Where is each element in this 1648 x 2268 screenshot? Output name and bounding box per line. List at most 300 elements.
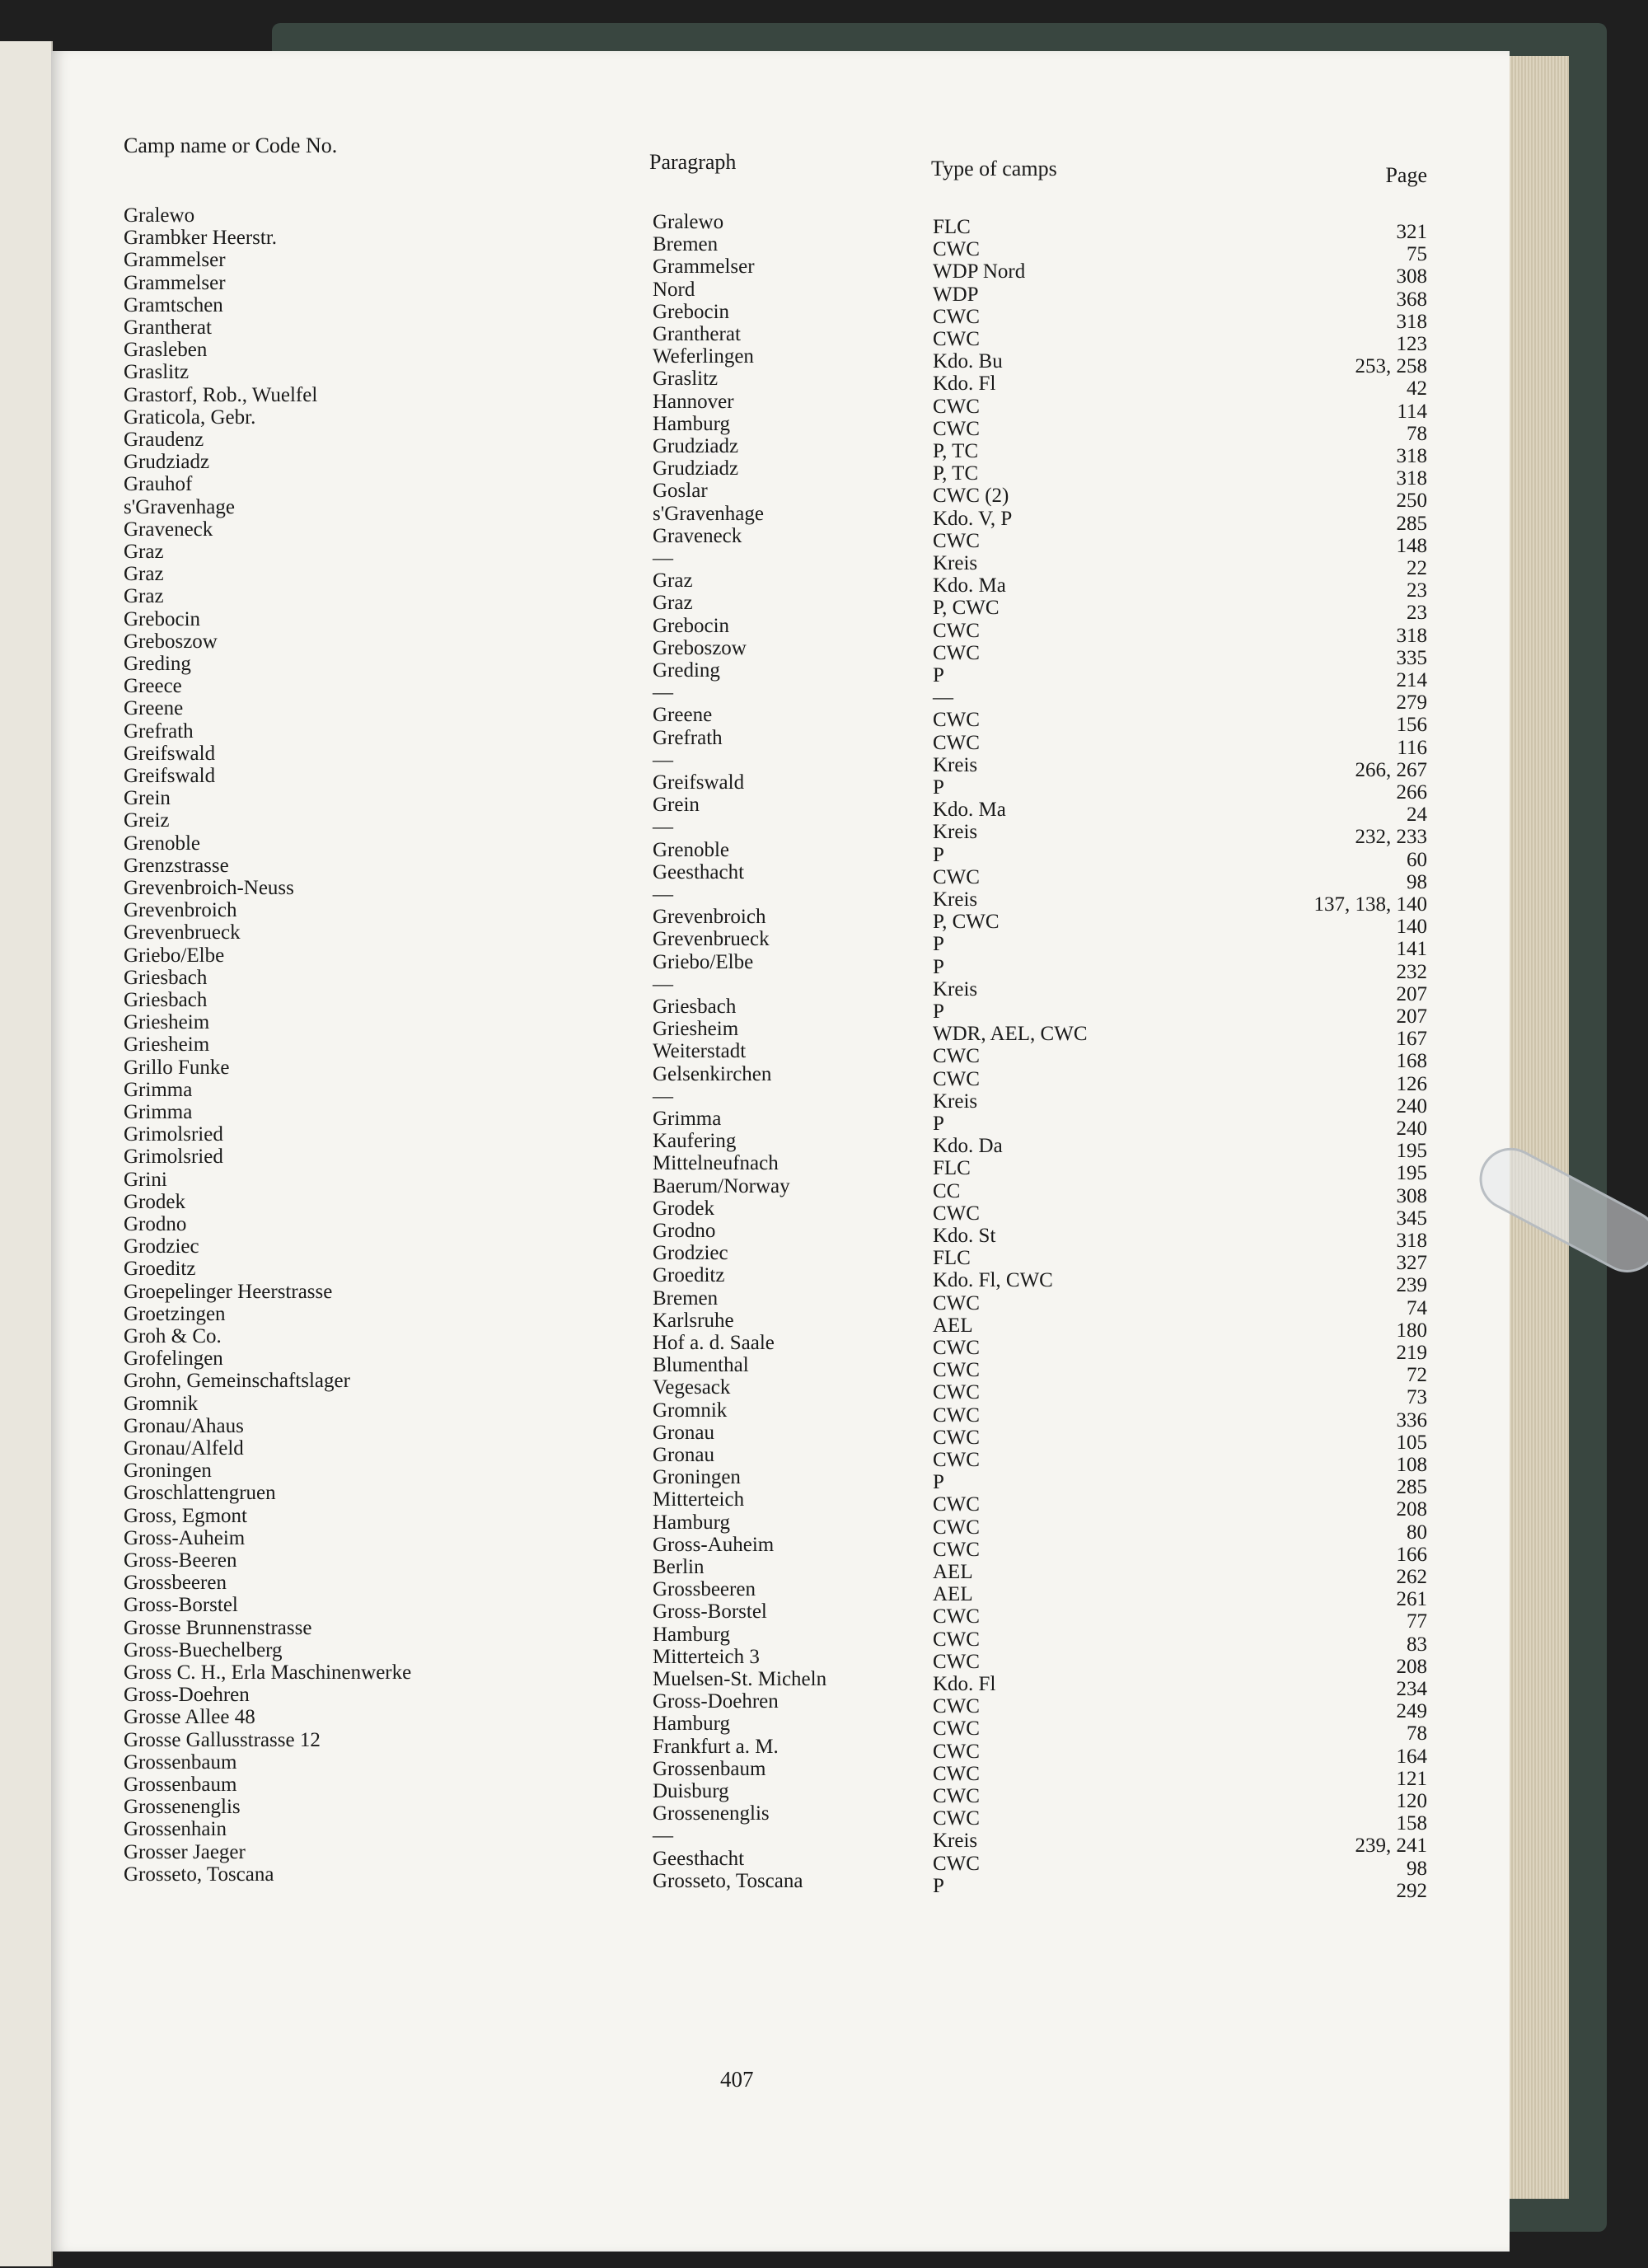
paragraph-cell: —: [653, 883, 673, 906]
camp-name-cell: Gross, Egmont: [124, 1504, 247, 1527]
paragraph-cell: Mitterteich: [653, 1488, 745, 1511]
type-cell: CWC: [933, 305, 980, 328]
paragraph-cell: Gross-Borstel: [653, 1600, 767, 1624]
page-cell: 219: [1396, 1342, 1427, 1364]
document-page: [51, 51, 1510, 2252]
table-row: [51, 429, 1510, 467]
page-cell: 239, 241: [1355, 1835, 1427, 1858]
paragraph-cell: Hamburg: [653, 1713, 730, 1736]
type-cell: Kreis: [933, 753, 978, 776]
page-cell: 123: [1396, 333, 1427, 355]
camp-name-cell: Groeditz: [124, 1258, 196, 1281]
type-cell: Kdo. Fl: [933, 1673, 996, 1695]
camp-name-cell: Grantherat: [124, 316, 212, 339]
camp-name-cell: Grimolsried: [124, 1123, 223, 1146]
paragraph-cell: —: [653, 1085, 673, 1108]
paragraph-cell: Grossbeeren: [653, 1578, 756, 1601]
camp-name-cell: Grosse Brunnenstrasse: [124, 1616, 312, 1639]
type-cell: CWC: [933, 1381, 980, 1404]
camp-name-cell: Grein: [124, 787, 171, 810]
camp-name-cell: Greiz: [124, 809, 170, 832]
paragraph-cell: Kaufering: [653, 1130, 737, 1153]
paragraph-cell: Gelsenkirchen: [653, 1062, 772, 1085]
camp-name-cell: Grastorf, Rob., Wuelfel: [124, 383, 318, 406]
table-row: [51, 1549, 1510, 1588]
type-cell: Kdo. Da: [933, 1135, 1003, 1158]
table-row: [51, 1750, 1510, 1790]
camp-name-cell: Griebo/Elbe: [124, 944, 225, 967]
camp-name-cell: Grossenhain: [124, 1818, 227, 1841]
page-cell: 77: [1407, 1610, 1427, 1633]
page-cell: 292: [1396, 1879, 1427, 1902]
paragraph-cell: Hof a. d. Saale: [653, 1332, 775, 1354]
type-cell: CWC: [933, 1516, 980, 1539]
type-cell: P, CWC: [933, 911, 1000, 934]
camp-name-cell: Grammelser: [124, 271, 226, 294]
page-cell: 318: [1396, 445, 1427, 467]
type-cell: FLC: [933, 1247, 971, 1270]
camp-name-cell: Grosseto, Toscana: [124, 1863, 274, 1886]
paragraph-cell: Bremen: [653, 233, 719, 256]
page-cell: 168: [1396, 1050, 1427, 1073]
paragraph-cell: —: [653, 547, 673, 569]
page-cell: 78: [1407, 1722, 1427, 1746]
paragraph-cell: Nord: [653, 278, 695, 301]
paragraph-cell: Gronau: [653, 1444, 714, 1466]
type-cell: P: [933, 1874, 944, 1897]
type-cell: CWC: [933, 1359, 980, 1382]
paragraph-cell: Grebocin: [653, 614, 730, 637]
type-cell: CWC: [933, 731, 980, 754]
camp-name-cell: Griesheim: [124, 1011, 210, 1034]
page-cell: 335: [1396, 646, 1427, 669]
header-type-of-camps: Type of camps: [931, 157, 1057, 180]
page-cell: 80: [1407, 1521, 1427, 1544]
camp-name-cell: Gralewo: [124, 204, 195, 227]
paragraph-cell: Duisburg: [653, 1780, 729, 1802]
page-cell: 368: [1396, 288, 1427, 311]
page-cell: 327: [1396, 1252, 1427, 1275]
type-cell: AEL: [933, 1314, 973, 1337]
camp-name-cell: Grebocin: [124, 607, 201, 630]
type-cell: CWC: [933, 1403, 980, 1427]
page-cell: 249: [1396, 1700, 1427, 1723]
page-cell: 318: [1396, 1230, 1427, 1252]
type-cell: FLC: [933, 1157, 971, 1180]
type-cell: Kdo. V, P: [933, 507, 1013, 530]
type-cell: CWC: [933, 1762, 980, 1785]
page-cell: 166: [1396, 1543, 1427, 1566]
page-cell: 285: [1396, 1476, 1427, 1499]
paragraph-cell: Hamburg: [653, 1623, 730, 1646]
paragraph-cell: Hannover: [653, 390, 734, 413]
camp-name-cell: Grosse Allee 48: [124, 1706, 255, 1729]
page-cell: 208: [1396, 1498, 1427, 1521]
type-cell: Kreis: [933, 1830, 978, 1853]
camp-name-cell: Grofelingen: [124, 1347, 223, 1371]
page-cell: 126: [1396, 1072, 1427, 1095]
camp-name-cell: Grammelser: [124, 249, 226, 272]
paragraph-cell: —: [653, 748, 673, 771]
camp-name-cell: Grossenbaum: [124, 1774, 237, 1796]
paragraph-cell: —: [653, 972, 673, 996]
type-cell: CWC: [933, 1449, 980, 1471]
page-cell: 180: [1396, 1319, 1427, 1342]
paragraph-cell: Hamburg: [653, 412, 730, 435]
type-cell: P: [933, 843, 944, 866]
camp-name-cell: Greece: [124, 675, 182, 698]
table-row: [51, 966, 1510, 1005]
paragraph-cell: Bremen: [653, 1286, 719, 1310]
paragraph-cell: Groningen: [653, 1466, 741, 1489]
page-cell: 141: [1396, 938, 1427, 961]
camp-name-cell: Grasleben: [124, 339, 208, 362]
camp-name-cell: Grevenbrueck: [124, 921, 241, 944]
camp-name-cell: Groningen: [124, 1460, 212, 1483]
camp-name-cell: Grenoble: [124, 832, 201, 855]
type-cell: P, TC: [933, 462, 979, 485]
paragraph-cell: Graslitz: [653, 368, 719, 391]
paragraph-cell: Grebocin: [653, 300, 730, 323]
paragraph-cell: Greene: [653, 704, 713, 727]
paragraph-cell: Hamburg: [653, 1511, 730, 1534]
table-row: [51, 1123, 1510, 1163]
type-cell: CWC: [933, 395, 980, 418]
paragraph-cell: Grammelser: [653, 255, 755, 279]
type-cell: Kreis: [933, 821, 978, 844]
camp-name-cell: Graslitz: [124, 361, 190, 384]
page-cell: 72: [1407, 1364, 1427, 1387]
camp-name-cell: Grohn, Gemeinschaftslager: [124, 1370, 350, 1393]
paragraph-cell: Geesthacht: [653, 1847, 745, 1870]
paragraph-cell: —: [653, 682, 673, 705]
page-cell: 60: [1407, 848, 1427, 871]
camp-name-cell: Groetzingen: [124, 1302, 226, 1325]
type-cell: Kreis: [933, 888, 978, 911]
type-cell: WDP: [933, 283, 979, 306]
camp-name-cell: Grevenbroich: [124, 899, 237, 922]
page-cell: 336: [1396, 1408, 1427, 1432]
camp-name-cell: Graz: [124, 563, 164, 586]
type-cell: P: [933, 933, 944, 956]
camp-name-cell: Grossbeeren: [124, 1572, 227, 1595]
paragraph-cell: Greding: [653, 659, 720, 682]
paragraph-cell: Graz: [653, 592, 693, 615]
table-row: [51, 563, 1510, 602]
page-cell: 345: [1396, 1207, 1427, 1230]
camp-name-cell: Griesbach: [124, 989, 208, 1011]
type-cell: Kdo. Bu: [933, 350, 1003, 373]
paragraph-cell: Graveneck: [653, 524, 742, 547]
header-camp-name: Camp name or Code No.: [124, 134, 338, 157]
paragraph-cell: Goslar: [653, 480, 708, 503]
page-cell: 207: [1396, 1005, 1427, 1028]
camp-name-cell: Graz: [124, 541, 164, 563]
paragraph-cell: Gross-Auheim: [653, 1533, 775, 1556]
type-cell: CWC: [933, 1807, 980, 1830]
page-cell: 308: [1396, 1184, 1427, 1207]
paragraph-cell: Mittelneufnach: [653, 1152, 779, 1175]
page-cell: 266, 267: [1355, 758, 1427, 781]
type-cell: —: [933, 686, 953, 710]
paragraph-cell: Blumenthal: [653, 1354, 749, 1377]
page-cell: 308: [1396, 265, 1427, 288]
camp-name-cell: Gross-Buechelberg: [124, 1638, 283, 1661]
table-row: [51, 541, 1510, 579]
page-cell: 108: [1396, 1454, 1427, 1476]
page-cell: 23: [1407, 579, 1427, 602]
paragraph-cell: Griesbach: [653, 996, 737, 1018]
camp-name-cell: Gross C. H., Erla Maschinenwerke: [124, 1661, 412, 1684]
paragraph-cell: Weiterstadt: [653, 1040, 747, 1063]
page-cell: 208: [1396, 1655, 1427, 1678]
camp-name-cell: Grefrath: [124, 719, 194, 743]
camp-name-cell: Gross-Auheim: [124, 1526, 246, 1549]
page-cell: 207: [1396, 982, 1427, 1005]
type-cell: Kreis: [933, 1089, 978, 1113]
page-cell: 232, 233: [1355, 826, 1427, 849]
page-cell: 250: [1396, 490, 1427, 513]
paragraph-cell: Geesthacht: [653, 860, 745, 883]
type-cell: CWC: [933, 1538, 980, 1561]
camp-name-cell: Grini: [124, 1168, 167, 1191]
type-cell: AEL: [933, 1583, 973, 1606]
page-edges: [1510, 56, 1569, 2199]
page-cell: 279: [1396, 691, 1427, 715]
type-cell: CWC: [933, 1605, 980, 1628]
page-cell: 83: [1407, 1633, 1427, 1656]
camp-name-cell: Gross-Doehren: [124, 1684, 250, 1707]
type-cell: P: [933, 776, 944, 799]
camp-name-cell: Greifswald: [124, 742, 216, 765]
paragraph-cell: Berlin: [653, 1556, 705, 1578]
page-cell: 105: [1396, 1431, 1427, 1454]
page-cell: 137, 138, 140: [1313, 893, 1427, 916]
page-cell: 140: [1396, 916, 1427, 939]
type-cell: CWC: [933, 238, 980, 261]
type-cell: CWC (2): [933, 485, 1009, 508]
facing-page-edge: [0, 41, 53, 2266]
paragraph-cell: Gronau: [653, 1421, 714, 1444]
page-cell: 214: [1396, 669, 1427, 691]
camp-name-cell: Greifswald: [124, 765, 216, 787]
camp-name-cell: Graveneck: [124, 518, 213, 541]
page-cell: 285: [1396, 512, 1427, 535]
type-cell: Kdo. Ma: [933, 799, 1006, 822]
type-cell: CWC: [933, 1202, 980, 1225]
paragraph-cell: Gromnik: [653, 1399, 728, 1422]
page-cell: 261: [1396, 1588, 1427, 1611]
page-cell: 98: [1407, 870, 1427, 893]
page-cell: 78: [1407, 422, 1427, 445]
page-cell: 75: [1407, 243, 1427, 266]
type-cell: CC: [933, 1179, 961, 1202]
table-row: [51, 877, 1510, 916]
table-row: [51, 249, 1510, 288]
page-cell: 121: [1396, 1767, 1427, 1790]
camp-name-cell: Grodek: [124, 1190, 185, 1213]
camp-name-cell: Groschlattengruen: [124, 1482, 276, 1505]
page-cell: 240: [1396, 1118, 1427, 1140]
type-cell: P, TC: [933, 440, 979, 462]
type-cell: WDR, AEL, CWC: [933, 1023, 1088, 1046]
camp-name-cell: Grodziec: [124, 1235, 199, 1258]
type-cell: Kdo. St: [933, 1225, 996, 1247]
paragraph-cell: Grodek: [653, 1197, 714, 1220]
paragraph-cell: Grevenbrueck: [653, 928, 770, 951]
header-paragraph: Paragraph: [649, 150, 737, 174]
camp-name-cell: Groepelinger Heerstrasse: [124, 1280, 333, 1303]
type-cell: CWC: [933, 1045, 980, 1068]
page-cell: 253, 258: [1355, 355, 1427, 378]
type-cell: CWC: [933, 328, 980, 350]
camp-name-cell: Grudziadz: [124, 451, 210, 474]
camp-name-cell: Grauhof: [124, 473, 193, 496]
type-cell: P, CWC: [933, 597, 1000, 620]
paragraph-cell: Grudziadz: [653, 457, 739, 480]
type-cell: CWC: [933, 1852, 980, 1875]
page-cell: 234: [1396, 1678, 1427, 1700]
camp-name-cell: Grevenbroich-Neuss: [124, 877, 294, 899]
type-cell: CWC: [933, 1291, 980, 1314]
type-cell: AEL: [933, 1561, 973, 1583]
page-cell: 23: [1407, 602, 1427, 625]
camp-name-cell: Graticola, Gebr.: [124, 405, 256, 429]
type-cell: CWC: [933, 1493, 980, 1516]
camp-name-cell: Graudenz: [124, 429, 204, 451]
camp-name-cell: Grossenenglis: [124, 1796, 241, 1819]
page-cell: 116: [1397, 736, 1427, 759]
camp-name-cell: Greding: [124, 653, 191, 675]
camp-name-cell: Gronau/Alfeld: [124, 1437, 244, 1460]
camp-name-cell: Grenzstrasse: [124, 854, 229, 877]
paragraph-cell: Groeditz: [653, 1264, 725, 1287]
type-cell: CWC: [933, 619, 980, 642]
paragraph-cell: Grantherat: [653, 323, 741, 345]
paragraph-cell: Greifswald: [653, 771, 745, 794]
page-cell: 195: [1396, 1140, 1427, 1163]
page-cell: 266: [1396, 781, 1427, 804]
camp-name-cell: Grimolsried: [124, 1146, 223, 1169]
type-cell: CWC: [933, 1628, 980, 1651]
paragraph-cell: Grein: [653, 794, 700, 817]
paragraph-cell: Graz: [653, 569, 693, 593]
page-cell: 24: [1407, 804, 1427, 827]
type-cell: Kdo. Ma: [933, 574, 1006, 597]
type-cell: Kreis: [933, 552, 978, 574]
page-cell: 22: [1407, 557, 1427, 579]
paragraph-cell: Mitterteich 3: [653, 1645, 760, 1668]
paragraph-cell: Grodno: [653, 1220, 716, 1242]
page-cell: 318: [1396, 467, 1427, 490]
type-cell: P: [933, 664, 944, 686]
type-cell: P: [933, 955, 944, 978]
type-cell: CWC: [933, 1426, 980, 1449]
camp-name-cell: Griesheim: [124, 1033, 210, 1057]
paragraph-cell: Grimma: [653, 1108, 722, 1130]
type-cell: CWC: [933, 865, 980, 888]
paragraph-cell: Grosseto, Toscana: [653, 1869, 803, 1892]
paragraph-cell: Greboszow: [653, 636, 747, 659]
page-cell: 156: [1396, 714, 1427, 737]
paragraph-cell: s'Gravenhage: [653, 502, 764, 525]
page-cell: 42: [1407, 377, 1427, 401]
header-page: Page: [1385, 163, 1427, 187]
paragraph-cell: —: [653, 816, 673, 839]
page-cell: 195: [1396, 1162, 1427, 1185]
type-cell: CWC: [933, 709, 980, 732]
paragraph-cell: Grossenbaum: [653, 1757, 766, 1780]
paragraph-cell: —: [653, 1825, 673, 1848]
paragraph-cell: Vegesack: [653, 1376, 731, 1399]
paragraph-cell: Grodziec: [653, 1242, 728, 1265]
paragraph-cell: Baerum/Norway: [653, 1174, 790, 1197]
paragraph-cell: Grossenenglis: [653, 1802, 770, 1825]
page-cell: 232: [1396, 960, 1427, 983]
type-cell: WDP Nord: [933, 260, 1026, 284]
paragraph-cell: Grefrath: [653, 726, 723, 749]
paragraph-cell: Frankfurt a. M.: [653, 1735, 779, 1758]
type-cell: P: [933, 1471, 944, 1494]
type-cell: FLC: [933, 216, 971, 238]
type-cell: CWC: [933, 641, 980, 664]
camp-name-cell: Graz: [124, 585, 164, 608]
type-cell: CWC: [933, 1740, 980, 1763]
camp-name-cell: Gronau/Ahaus: [124, 1414, 244, 1437]
paragraph-cell: Griebo/Elbe: [653, 950, 754, 973]
paragraph-cell: Grevenbroich: [653, 906, 766, 929]
page-cell: 167: [1396, 1028, 1427, 1051]
page-cell: 73: [1407, 1386, 1427, 1409]
page-cell: 262: [1396, 1566, 1427, 1588]
paragraph-cell: Grudziadz: [653, 435, 739, 457]
page-cell: 318: [1396, 310, 1427, 333]
camp-name-cell: Grambker Heerstr.: [124, 227, 278, 250]
paragraph-cell: Weferlingen: [653, 345, 754, 368]
page-cell: 164: [1396, 1745, 1427, 1768]
paragraph-cell: Grenoble: [653, 838, 730, 861]
type-cell: CWC: [933, 1785, 980, 1807]
camp-name-cell: Griesbach: [124, 966, 208, 989]
page-cell: 114: [1397, 400, 1427, 423]
camp-name-cell: Grosse Gallusstrasse 12: [124, 1728, 321, 1751]
page-cell: 98: [1407, 1857, 1427, 1880]
type-cell: CWC: [933, 1717, 980, 1741]
page-cell: 318: [1396, 624, 1427, 647]
page-cell: 148: [1396, 534, 1427, 557]
page-cell: 240: [1396, 1094, 1427, 1118]
type-cell: CWC: [933, 529, 980, 552]
paragraph-cell: Gross-Doehren: [653, 1690, 779, 1713]
camp-name-cell: Grossenbaum: [124, 1750, 237, 1774]
page-cell: 158: [1396, 1812, 1427, 1835]
type-cell: CWC: [933, 1695, 980, 1718]
camp-name-cell: Greboszow: [124, 630, 218, 653]
camp-name-cell: Gromnik: [124, 1392, 199, 1415]
camp-name-cell: Grimma: [124, 1078, 193, 1101]
type-cell: Kreis: [933, 977, 978, 1000]
paragraph-cell: Muelsen-St. Micheln: [653, 1668, 827, 1690]
camp-name-cell: Gross-Beeren: [124, 1549, 237, 1572]
camp-name-cell: Greene: [124, 697, 184, 720]
type-cell: Kdo. Fl: [933, 373, 996, 396]
page-cell: 120: [1396, 1790, 1427, 1812]
type-cell: P: [933, 1000, 944, 1023]
page-cell: 74: [1407, 1296, 1427, 1319]
type-cell: Kdo. Fl, CWC: [933, 1269, 1053, 1292]
type-cell: CWC: [933, 1337, 980, 1359]
page-number: 407: [720, 2067, 754, 2092]
